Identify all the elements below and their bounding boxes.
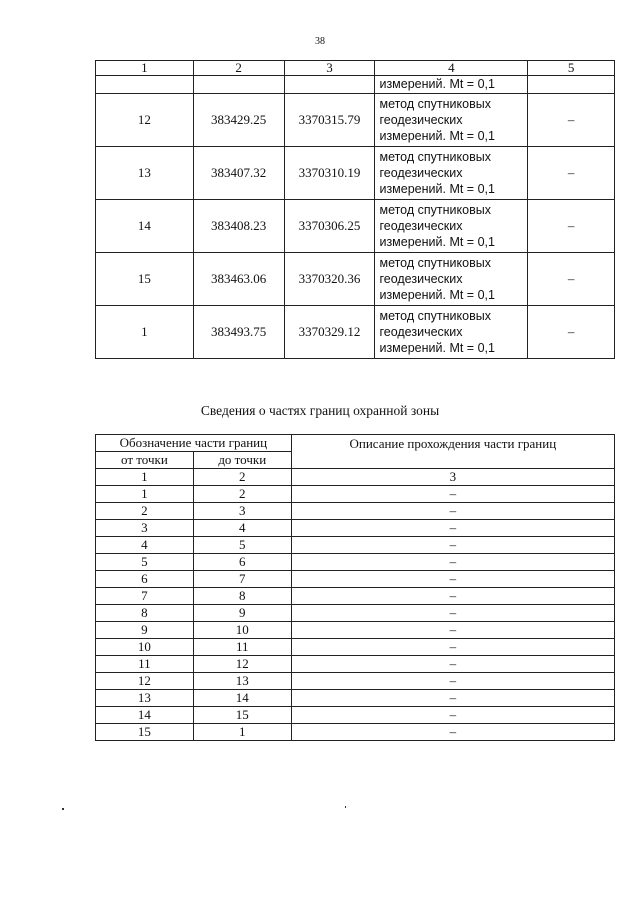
- boundary-part-row: [96, 520, 615, 537]
- method-line: измерений. Mt = 0,1: [379, 235, 495, 249]
- x-coordinate: 383493.75: [193, 306, 284, 359]
- column-number-2: 2: [193, 61, 284, 76]
- coordinate-row: [96, 253, 615, 306]
- coordinate-row: [96, 147, 615, 200]
- from-point: 6: [96, 571, 194, 588]
- boundary-part-row: [96, 707, 615, 724]
- from-point: 12: [96, 673, 194, 690]
- note: –: [528, 147, 615, 200]
- from-point: 5: [96, 554, 194, 571]
- boundary-part-row: [96, 656, 615, 673]
- from-point: 7: [96, 588, 194, 605]
- part-description: –: [291, 571, 614, 588]
- method-line: метод спутниковых: [379, 150, 491, 164]
- boundary-part-row: [96, 537, 615, 554]
- method-description: [375, 253, 528, 306]
- from-point: 4: [96, 537, 194, 554]
- y-coordinate: 3370310.19: [284, 147, 375, 200]
- part-description: –: [291, 724, 614, 741]
- note: –: [528, 253, 615, 306]
- part-description: –: [291, 554, 614, 571]
- method-line: метод спутниковых: [379, 203, 491, 217]
- part-description: –: [291, 622, 614, 639]
- to-point: 8: [193, 588, 291, 605]
- part-description: –: [291, 588, 614, 605]
- method-description: [375, 94, 528, 147]
- from-point: 1: [96, 486, 194, 503]
- x-coordinate: 383429.25: [193, 94, 284, 147]
- boundary-part-row: [96, 571, 615, 588]
- part-description: –: [291, 656, 614, 673]
- to-point-header: до точки: [193, 452, 291, 469]
- x-coordinate: 383463.06: [193, 253, 284, 306]
- boundary-part-row: [96, 486, 615, 503]
- from-point: 15: [96, 724, 194, 741]
- to-point: 14: [193, 690, 291, 707]
- method-line: метод спутниковых: [379, 97, 491, 111]
- to-point: 10: [193, 622, 291, 639]
- note: –: [528, 200, 615, 253]
- boundary-part-row: [96, 724, 615, 741]
- boundary-part-row: [96, 639, 615, 656]
- section-title: Сведения о частях границ охранной зоны: [200, 403, 440, 418]
- method-line: измерений. Mt = 0,1: [379, 182, 495, 196]
- boundary-part-row: [96, 503, 615, 520]
- y-coordinate: 3370315.79: [284, 94, 375, 147]
- continued-method-text: измерений. Mt = 0,1: [375, 76, 528, 94]
- part-description: –: [291, 673, 614, 690]
- column-number-4: 4: [375, 61, 528, 76]
- y-coordinate: 3370306.25: [284, 200, 375, 253]
- point-number: 15: [96, 253, 194, 306]
- method-line: измерений. Mt = 0,1: [379, 288, 495, 302]
- part-description: –: [291, 503, 614, 520]
- from-point: 8: [96, 605, 194, 622]
- to-point: 13: [193, 673, 291, 690]
- column-number-5: 5: [528, 61, 615, 76]
- numbering-2: 2: [193, 469, 291, 486]
- to-point: 3: [193, 503, 291, 520]
- from-point-header: от точки: [96, 452, 194, 469]
- coordinate-row: [96, 94, 615, 147]
- from-point: 9: [96, 622, 194, 639]
- to-point: 5: [193, 537, 291, 554]
- note: –: [528, 306, 615, 359]
- to-point: 1: [193, 724, 291, 741]
- page-number: 38: [315, 36, 325, 47]
- part-description: –: [291, 605, 614, 622]
- boundary-part-row: [96, 588, 615, 605]
- method-line: геодезических: [379, 272, 463, 286]
- x-coordinate: 383407.32: [193, 147, 284, 200]
- scan-speck: [345, 806, 346, 808]
- point-number: 13: [96, 147, 194, 200]
- numbering-3: 3: [291, 469, 614, 486]
- to-point: 7: [193, 571, 291, 588]
- y-coordinate: 3370329.12: [284, 306, 375, 359]
- coordinate-row: [96, 306, 615, 359]
- from-point: 14: [96, 707, 194, 724]
- note: –: [528, 94, 615, 147]
- method-description: [375, 200, 528, 253]
- part-description: –: [291, 537, 614, 554]
- parts-numbering-row: [96, 469, 615, 486]
- to-point: 6: [193, 554, 291, 571]
- to-point: 12: [193, 656, 291, 673]
- to-point: 9: [193, 605, 291, 622]
- coordinates-header-row: [96, 61, 615, 76]
- boundary-part-row: [96, 690, 615, 707]
- method-line: метод спутниковых: [379, 256, 491, 270]
- numbering-1: 1: [96, 469, 194, 486]
- y-coordinate: 3370320.36: [284, 253, 375, 306]
- x-coordinate: 383408.23: [193, 200, 284, 253]
- method-description: [375, 147, 528, 200]
- to-point: 11: [193, 639, 291, 656]
- to-point: 4: [193, 520, 291, 537]
- from-point: 10: [96, 639, 194, 656]
- from-point: 2: [96, 503, 194, 520]
- method-line: измерений. Mt = 0,1: [379, 341, 495, 355]
- description-header: Описание прохождения части границ: [291, 435, 614, 469]
- to-point: 15: [193, 707, 291, 724]
- point-number: 12: [96, 94, 194, 147]
- from-point: 13: [96, 690, 194, 707]
- from-point: 11: [96, 656, 194, 673]
- scan-speck: [62, 808, 64, 810]
- point-number: 14: [96, 200, 194, 253]
- method-description: [375, 306, 528, 359]
- method-line: метод спутниковых: [379, 309, 491, 323]
- point-number: 1: [96, 306, 194, 359]
- part-description: –: [291, 690, 614, 707]
- method-line: геодезических: [379, 166, 463, 180]
- method-line: геодезических: [379, 219, 463, 233]
- boundary-parts-table: [95, 434, 615, 741]
- part-description: –: [291, 707, 614, 724]
- method-line: геодезических: [379, 113, 463, 127]
- from-point: 3: [96, 520, 194, 537]
- boundary-part-row: [96, 673, 615, 690]
- boundary-part-row: [96, 622, 615, 639]
- method-line: геодезических: [379, 325, 463, 339]
- coordinates-table: [95, 60, 615, 359]
- column-number-3: 3: [284, 61, 375, 76]
- column-number-1: 1: [96, 61, 194, 76]
- boundary-part-row: [96, 605, 615, 622]
- part-description: –: [291, 639, 614, 656]
- parts-header-row: [96, 435, 615, 452]
- designation-header: Обозначение части границ: [96, 435, 292, 452]
- coordinate-row: [96, 200, 615, 253]
- part-description: –: [291, 486, 614, 503]
- boundary-part-row: [96, 554, 615, 571]
- part-description: –: [291, 520, 614, 537]
- to-point: 2: [193, 486, 291, 503]
- method-line: измерений. Mt = 0,1: [379, 129, 495, 143]
- continued-row: [96, 76, 615, 94]
